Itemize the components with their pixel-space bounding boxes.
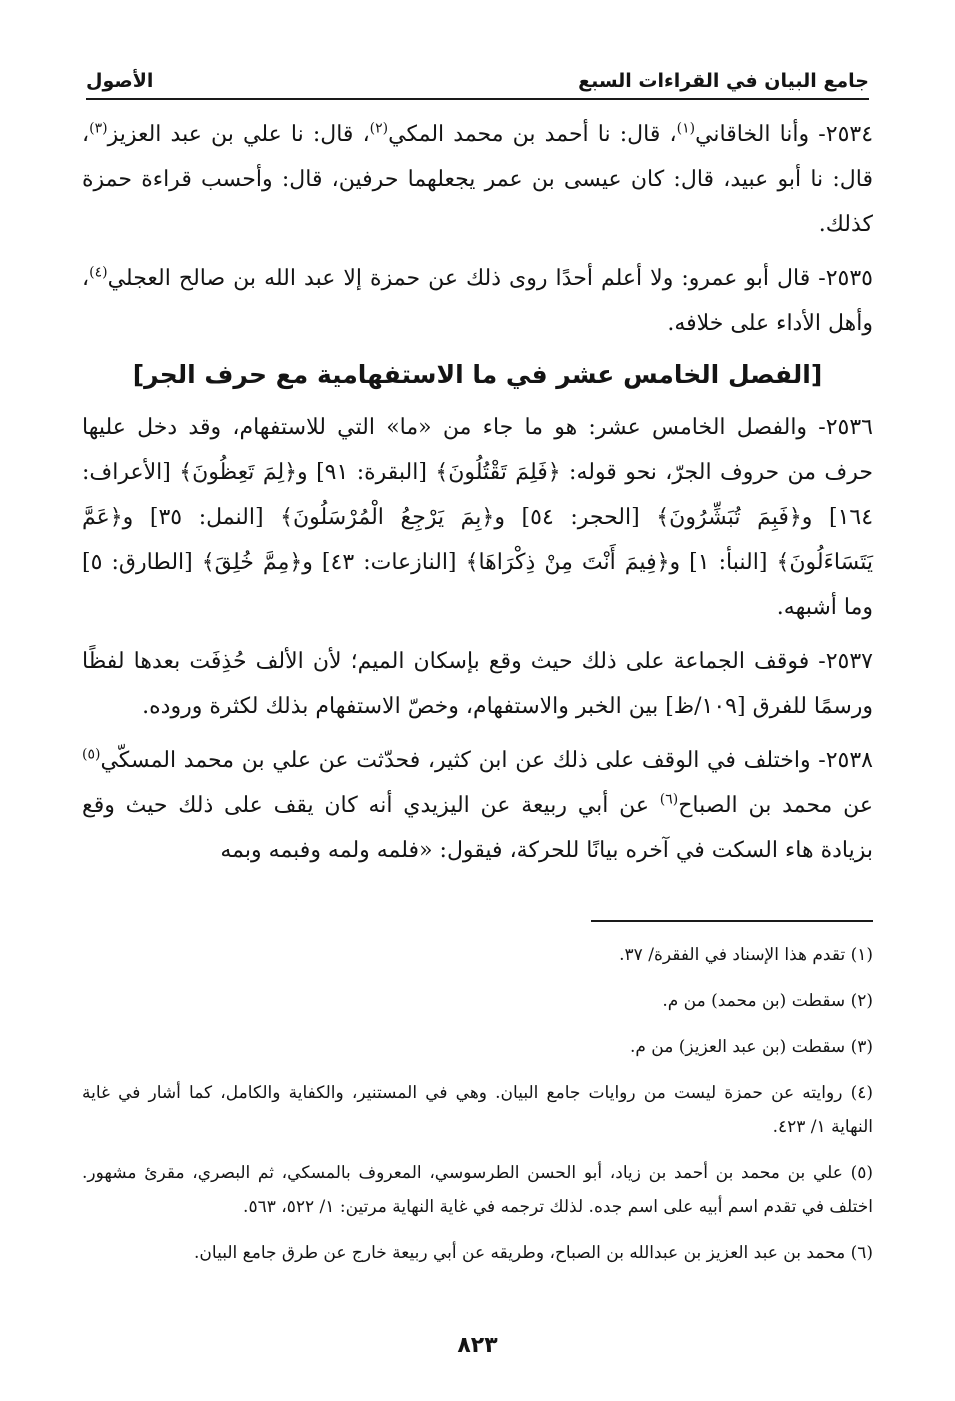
paragraph-2534 [82,112,873,247]
chapter-heading: [الفصل الخامس عشر في ما الاستفهامية مع حرف الجر] [132,360,823,389]
footnote-1: (١) تقدم هذا الإسناد في الفقرة/ ٣٧. [619,945,873,965]
text-run: ٢٥٣٥- قال أبو عمرو: ولا أعلم أحدًا روى ذلك عن حمزة إلا عبد الله بن صالح العجلي [107,266,873,291]
footnote-ref-5: (٥) [82,746,101,763]
footnote-ref-2: (٢) [369,120,389,137]
text-run: عن محمد بن الصباح [678,793,873,818]
footnote-ref-4: (٤) [89,264,108,281]
footnote-6: (٦) محمد بن عبد العزيز بن عبدالله بن الصباح، وطريقه عن أبي ربيعة خارج عن طرق جامع البيان. [194,1243,873,1263]
text-run: ، قال: نا أبو عبيد، قال: كان عيسى بن عمر يجعلهما حرفين، قال: وأحسب قراءة حمزة كذلك. [82,122,873,237]
paragraph-2536: ٢٥٣٦- والفصل الخامس عشر: هو ما جاء من «ما» التي للاستفهام، وقد دخل عليها حرف من حروف الجرّ، نحو قوله: ﴿فَلِمَ تَقْتُلُونَ﴾ [البقرة: ٩١] و﴿لِمَ تَعِظُونَ﴾ [الأعراف: ١٦٤] و﴿فَبِمَ تُبَشِّرُونَ﴾ [الحجر: ٥٤] و﴿بِمَ يَرْجِعُ الْمُرْسَلُونَ﴾ [النمل: ٣٥] و﴿عَمَّ يَتَسَاءَلُونَ﴾ [النبأ: ١] و﴿فِيمَ أَنْتَ مِنْ ذِكْرَاهَا﴾ [النازعات: ٤٣] و﴿مِمَّ خُلِقَ﴾ [الطارق: ٥] وما أشبهه. [82,415,874,620]
paragraph-2538 [82,738,873,873]
footnote-4: (٤) روايته عن حمزة ليست من روايات جامع البيان. وهي في المستنير، والكفاية والكامل، كما أشار في غاية النهاية ١/ ٤٢٣. [82,1083,873,1137]
paragraph-2537: ٢٥٣٧- فوقف الجماعة على ذلك حيث وقع بإسكان الميم؛ لأن الألف حُذِفَت بعدها لفظًا ورسمًا للفرق [١٠٩/ظ] بين الخبر والاستفهام، وخصّ الاستفهام بذلك لكثرة وروده. [82,649,873,719]
running-header [86,58,869,100]
text-run: ٢٥٣٨- واختلف في الوقف على ذلك عن ابن كثير، فحدّثت عن علي بن محمد المسكّي [100,748,873,773]
footnote-ref-1: (١) [676,120,696,137]
footnote-3: (٣) سقطت (بن عبد العزيز) من م. [629,1037,873,1057]
footnote-ref-6: (٦) [659,791,679,808]
page-number: ٨٢٣ [457,1333,498,1358]
footnote-separator [591,920,873,922]
footnotes [82,938,873,1282]
text-run: عن أبي ربيعة عن اليزيدي أنه كان يقف على ذلك حيث وقع بزيادة هاء السكت في آخره بيانًا للحركة، فيقول: «فلمه ولمه وفبمه وبمه [82,793,873,863]
text-run: ، قال: نا علي بن عبد العزيز [107,122,370,147]
text-run: ، وأهل الأداء على خلافه. [82,266,873,336]
paragraph-2535 [82,256,873,346]
main-text [82,112,873,882]
text-run: ٢٥٣٤- وأنا الخاقاني [695,122,874,147]
section-title: الأصول [86,70,154,92]
footnote-2: (٢) سقطت (بن محمد) من م. [662,991,873,1011]
footnote-5: (٥) علي بن محمد بن أحمد بن زياد، أبو الحسن الطرسوسي، المعروف بالمسكي، ثم البصري، مقرئ مشهور. اختلف في تقدم اسم أبيه على اسم جده. لذلك ترجمه في غاية النهاية مرتين: ١/ ٥٢٢، ٥٦٣. [82,1163,873,1217]
text-run: ، قال: نا أحمد بن محمد المكي [388,122,677,147]
footnote-ref-3: (٣) [89,120,108,137]
book-title: جامع البيان في القراءات السبع [578,70,869,92]
